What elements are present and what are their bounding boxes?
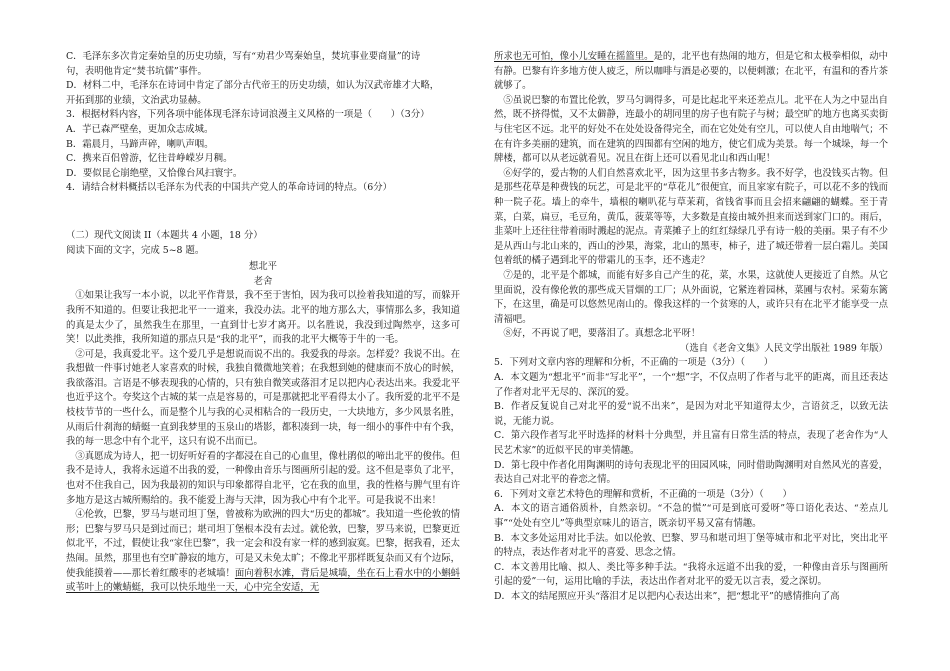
q2-option-c-line1: C．毛泽东多次肯定秦始皇的历史功绩，写有“劝君少骂秦始皇，焚坑事业要商量”的诗 [66,51,421,62]
q5-option-d: D．第七段中作者化用陶渊明的诗句表现北平的田园风味，同时借助陶渊明对自然风光的喜爱，表达自己对北平的眷恋之情。 [494,459,888,486]
essay-paragraph-3: ③真愿成为诗人，把一切好听好看的字都浸在自己的心血里，像杜鹃似的啼出北平的俊伟。但我不是诗人，我将永远道不出我的爱，一种像由音乐与图画所引起的爱。这不但是辜负了北平，也对不住我自己，因为我最初的知识与印象都得自北平，它在我的血里，我的性格与脾气里有许多地方是这古城所赐给的。我不能爱上海与天津，因为我心中有个北平。可是我说不出来！ [66,450,460,506]
essay-paragraph-5: ⑤虽说巴黎的布置比伦敦，罗马匀调得多，可是比起北平来还差点儿。北平在人为之中显出自然，既不挤得慌，又不太僻静，连最小的胡同里的房子也有院子与树；最空旷的地方也离买卖街与住宅区不远。北平的好处不在处处设备得完全，而在它处处有空儿，可以使人自由地喘气；不在有许多美丽的建筑，而在建筑的四围都有空闲的地方，使它们成为美景。每一个城垛，每一个牌楼，都可以从老远就看见。况且在街上还可以看见北山和西山呢！ [494,94,888,165]
essay-paragraph-4 [66,508,460,596]
q6-option-b: B．本文多处运用对比手法。如以伦敦、巴黎、罗马和堪司坦丁堡等城市和北平对比，突出北平的特点，表达作者对北平的喜爱、思念之情。 [494,532,888,559]
q6-option-c: C．本文善用比喻、拟人、类比等多种手法。“我将永远道不出我的爱，一种像由音乐与图画所引起的爱”一句，运用比喻的手法，表达出作者对北平的爱无以言表，爱之深切。 [494,561,888,588]
q5-option-b: B．作者反复说自己对北平的爱“说不出来”，是因为对北平知道得太少，言语贫乏，以致无法说，无能力说。 [494,401,888,427]
essay-paragraph-4-continued [494,50,888,94]
section-heading: （二）现代文阅读 II（本题共 4 小题，18 分） [66,229,263,241]
q3-option-d: D．要似昆仑崩绝壁，又恰像台风扫寰宇。 [66,167,243,179]
essay-paragraph-7: ⑦是的，北平是个都城，而能有好多自己产生的花，菜，水果，这就使人更接近了自然。从它里面说，没有像伦敦的那些成天冒烟的工厂；从外面说，它紧连着园林，菜圃与农村。采菊东篱下，在这里，确是可以悠然见南山的。像我这样的一个贫寒的人，或许只有在北平才能享受一点清福吧。 [494,269,888,325]
essay-title: 想北平 [248,261,278,273]
essay-paragraph-1: ①如果让我写一本小说，以北平作背景，我不至于害怕，因为我可以捡着我知道的写，而躲开我所不知道的。但要让我把北平一一道来，我没办法。北平的地方那么大，事情那么多，我知道的真是太少了，虽然我生在那里，一直到廿七岁才离开。以名胜说，我没到过陶然亭，这多可笑！以此类推，我所知道的那点只是“我的北平”，而我的北平大概等于牛的一毛。 [66,290,460,346]
q6-stem: 6．下列对文章艺术特色的理解和赏析，不正确的一项是（3分）（ ） [494,488,792,500]
right-column [494,50,888,605]
source-citation: （选自《老舍文集》人民文学出版社 1989 年版） [680,342,888,354]
underlined-passage: 面向着积水滩，背后是城墙，坐在石上看水中的小蝌蚪或苇叶上的嫩蜻蜓，我可以快乐地坐一天，心中完全安适，无 [66,567,460,594]
q5-option-a: A．本文题为“想北平”而非“写北平”，一个“想”字，不仅点明了作者与北平的距离，而且还表达了作者对北平无尽的、深沉的爱。 [494,372,888,398]
essay-paragraph-4-rest: 是的，北平也有热闹的地方，但是它和太极拳相似，动中有静。巴黎有许多地方使人疲乏，所以咖啡与酒是必要的，以便刺激；在北平，有温和的香片茶就够了。 [494,51,888,92]
q2-option-d-line2: 开拓到那的业绩，文治武功显赫。 [66,94,207,106]
q5-option-c: C．第六段作者写北平时选择的材料十分典型，并且富有日常生活的特点，表现了老舍作为“人民艺术家”的近似平民的审美情趣。 [494,430,888,457]
essay-paragraph-2: ②可是，我真爱北平。这个爱几乎是想说而说不出的。我爱我的母亲。怎样爱？我说不出。在我想做一件事讨她老人家喜欢的时候，我独自微微地笑着；在我想到她的健康而不放心的时候，我欲落泪。言语是不够表现我的心情的，只有独自微笑或落泪才足以把内心表达出来。我爱北平也近乎这个。夸奖这个古城的某一点是容易的，可是那就把北平看得太小了。我所爱的北平不是枝枝节节的一些什么，而是整个儿与我的心灵相粘合的一段历史，一大块地方，多少风景名胜，从雨后什刹海的蜻蜓一直到我梦里的玉泉山的塔影，都积凑到一块，每一细小的事件中有个我，我的每一思念中有个北平，这只有说不出而已。 [66,348,460,448]
q4-stem: 4．请结合材料概括以毛泽东为代表的中国共产党人的革命诗词的特点。（6分） [66,182,392,194]
underlined-passage-end: 所求也无可怕，像小儿安睡在摇篮里。 [494,51,654,62]
essay-paragraph-6: ⑥好学的，爱古物的人们自然喜欢北平，因为这里书多古物多。我不好学，也没钱买古物。但是那些花草是种费钱的玩艺，可是北平的“草花儿”很便宜，而且家家有院子，可以花不多的钱而种一院子花。墙上的牵牛，墙根的喇叭花与草茉莉，省钱省事而且会招来翩翩的蝴蝶。至于青菜，白菜，扁豆，毛豆角，黄瓜，菠菜等等，大多数是直接由城外担来而送到家门口的。雨后，韭菜叶上还往往带着雨时溅起的泥点。青菜摊子上的红红绿绿几乎有诗一般的美丽。果子有不少是从西山与北山来的，西山的沙果，海棠，北山的黑枣，柿子，进了城还带着一层白霜儿。美国包着纸的橘子遇到北平的带霜儿的玉李，还不逃走？ [494,167,888,267]
q2-option-c-line2: 句，表明他肯定“焚书坑儒”事件。 [66,65,207,77]
reading-instruction: 阅读下面的文字，完成 5~8 题。 [66,244,205,256]
q3-stem: 3．根据材料内容，下列各项中能体现毛泽东诗词浪漫主义风格的一项是（ ）（3分） [66,109,430,121]
q2-option-d-line1: D．材料二中，毛泽东在诗词中肯定了部分古代帝王的历史功绩，如认为汉武帝雄才大略， [66,80,440,92]
q3-option-b: B．霜晨月，马蹄声碎，喇叭声咽。 [66,138,214,150]
q5-stem: 5．下列对文章内容的理解和分析，不正确的一项是（3分）（ ） [494,357,774,369]
q3-option-c: C．携来百侣曾游，忆往昔峥嵘岁月稠。 [66,153,233,165]
q6-option-d: D．本文的结尾照应开头“落泪才足以把内心表达出来”，把“想北平”的感情推向了高 [494,590,840,602]
q3-option-a: A．芋已森严壁垒，更加众志成城。 [66,123,214,135]
essay-paragraph-8: ⑧好，不再说了吧，要落泪了。真想念北平呀！ [503,328,701,340]
q6-option-a: A．本文的语言通俗质朴，自然亲切。“不急的慌”“可是到底可爱呀”等口语化表达、“差点儿事”“处处有空儿”等典型京味儿的语言，既亲切平易又富有情趣。 [494,503,888,529]
left-column [66,50,460,596]
essay-author: 老舍 [253,275,273,287]
essay-paragraph-4-text: ④伦敦，巴黎，罗马与堪司坦丁堡，曾被称为欧洲的四大“历史的都城”。我知道一些伦敦的情形；巴黎与罗马只是到过而已；堪司坦丁堡根本没有去过。就伦敦，巴黎，罗马来说，巴黎更近似北平，不过，假使让我“家住巴黎”，我一定会和没有家一样的感到寂寞。巴黎，据我看，还太热闹。虽然，那里也有空旷静寂的地方，可是又未免太旷；不像北平那样既复杂而又有个边际，使我能摸着——那长着红酸枣的老城墙！ [66,509,460,579]
